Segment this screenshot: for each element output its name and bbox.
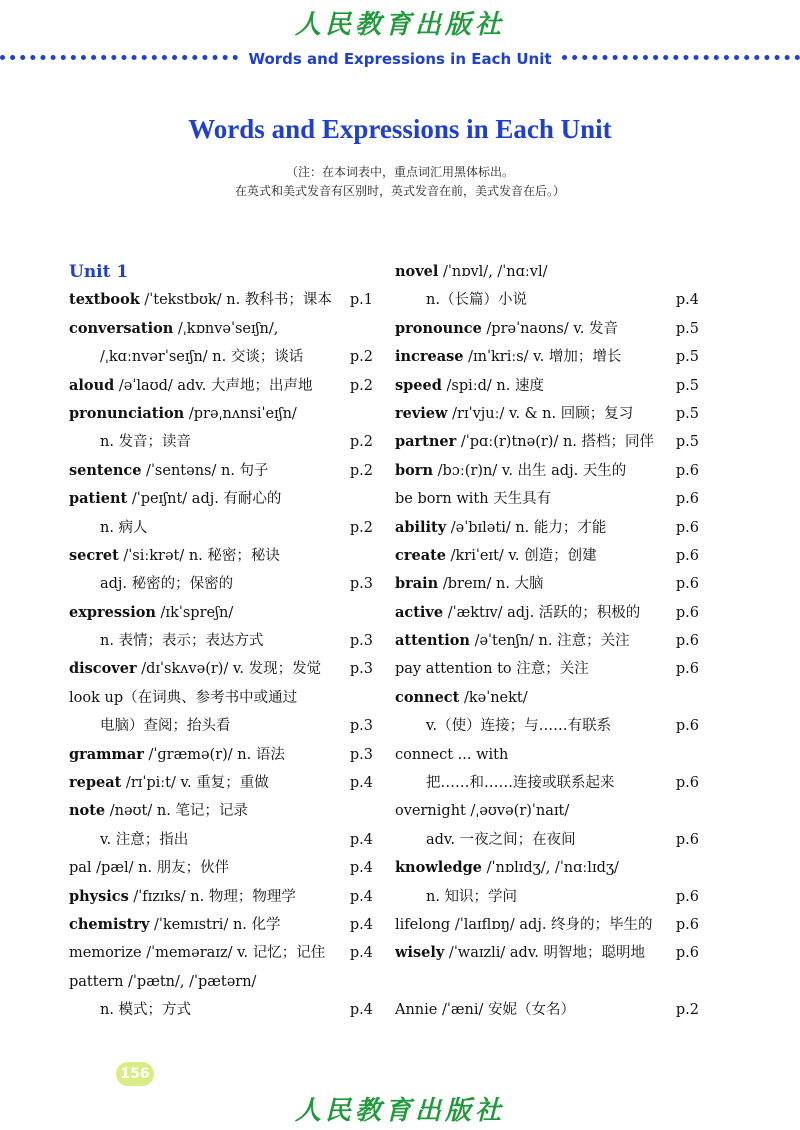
vocab-entry	[395, 315, 699, 343]
entry-page: p.3	[349, 576, 373, 593]
header-banner	[0, 46, 800, 72]
vocab-entry	[395, 514, 699, 542]
vocab-entry	[395, 485, 699, 513]
vocab-entry	[395, 939, 699, 967]
entry-definition: v. 注意；指出	[100, 831, 189, 848]
entry-definition: /ˈpɑː(r)tnə(r)/ n. 搭档；同伴	[456, 434, 654, 451]
entry-definition: memorize /ˈmeməraɪz/ v. 记忆；记住	[69, 945, 326, 962]
entry-definition: /nəʊt/ n. 笔记；记录	[105, 803, 248, 820]
unit-heading: Unit 1	[69, 262, 129, 282]
entry-page: p.6	[675, 831, 699, 848]
vocab-entry	[395, 457, 699, 485]
note-line-1: （注：在本词表中，重点词汇用黑体标出。	[285, 165, 514, 179]
entry-text	[69, 826, 347, 854]
entry-definition: be born with 天生具有	[395, 491, 552, 508]
entry-page: p.6	[675, 661, 699, 678]
entry-text	[69, 315, 347, 343]
vocab-entry	[69, 627, 373, 655]
entry-definition: /əˈtenʃn/ n. 注意；关注	[469, 633, 630, 650]
entry-text	[69, 883, 347, 911]
right-entry-list	[395, 258, 699, 1025]
vocab-entry	[395, 996, 699, 1024]
entry-headword: pronunciation	[69, 404, 185, 422]
entry-text	[395, 542, 673, 570]
entry-text	[69, 769, 347, 797]
entry-page: p.5	[675, 405, 699, 422]
vocab-entry	[69, 457, 373, 485]
vocab-entry	[69, 996, 373, 1024]
entry-headword: active	[395, 603, 444, 621]
entry-definition: 电脑）查阅；抬头看	[100, 718, 231, 735]
entry-text	[395, 655, 673, 683]
entry-definition: n. 知识；学问	[426, 888, 518, 905]
entry-page: p.2	[349, 462, 373, 479]
entry-headword: speed	[395, 376, 442, 394]
entry-headword: sentence	[69, 461, 142, 479]
entry-definition: /ˈæktɪv/ adj. 活跃的；积极的	[443, 604, 641, 621]
vocab-entry	[69, 655, 373, 683]
entry-headword: knowledge	[395, 859, 482, 877]
vocab-entry	[69, 400, 373, 428]
entry-page: p.6	[675, 888, 699, 905]
entry-page: p.4	[349, 888, 373, 905]
entry-definition: /ˈsentəns/ n. 句子	[141, 462, 269, 479]
note-line-2: 在英式和美式发音有区别时，英式发音在前，美式发音在后。）	[234, 184, 565, 198]
entry-definition: n. 发音；读音	[100, 434, 192, 451]
entry-text	[395, 315, 673, 343]
entry-definition: /ˌkɒnvəˈseɪʃn/,	[173, 320, 279, 337]
vocab-entry	[69, 911, 373, 939]
entry-definition: n. 病人	[100, 519, 148, 536]
entry-text	[69, 343, 347, 371]
entry-page: p.6	[675, 916, 699, 933]
entry-text	[395, 372, 673, 400]
entry-text	[69, 939, 347, 967]
entry-text	[395, 883, 673, 911]
entry-headword: review	[395, 404, 448, 422]
banner-dots-right	[562, 55, 800, 64]
vocab-entry	[69, 968, 373, 996]
entry-text	[69, 968, 347, 996]
vocab-entry	[395, 542, 699, 570]
entry-page: p.4	[349, 945, 373, 962]
entry-page: p.6	[675, 718, 699, 735]
vocab-entry	[69, 428, 373, 456]
vocab-entry	[69, 826, 373, 854]
entry-headword: expression	[69, 603, 156, 621]
entry-definition: /ˈtekstbʊk/ n. 教科书；课本	[139, 292, 332, 309]
entry-headword: born	[395, 461, 433, 479]
entry-definition: Annie /ˈæni/ 安妮（女名）	[395, 1002, 575, 1019]
entry-page: p.4	[349, 916, 373, 933]
entry-definition: /ˈnɒlɪdʒ/, /ˈnɑːlɪdʒ/	[481, 860, 619, 877]
entry-text	[395, 627, 673, 655]
entry-page: p.4	[349, 1002, 373, 1019]
vocab-entry	[395, 286, 699, 314]
vocab-entry	[395, 968, 699, 996]
vocab-entry	[69, 854, 373, 882]
entry-text	[395, 570, 673, 598]
vocab-entry	[395, 769, 699, 797]
entry-text	[69, 372, 347, 400]
entry-page: p.6	[675, 604, 699, 621]
entry-text	[395, 911, 673, 939]
page-number-badge: 156	[116, 1062, 154, 1086]
vocab-entry	[395, 428, 699, 456]
entry-page: p.6	[675, 462, 699, 479]
vocab-entry	[69, 684, 373, 712]
entry-headword: conversation	[69, 319, 174, 337]
entry-definition: overnight /ˌəʊvə(r)ˈnaɪt/	[395, 803, 570, 820]
entry-page: p.4	[675, 292, 699, 309]
banner-dots-left	[0, 55, 238, 64]
entry-definition: look up（在词典、参考书中或通过	[69, 689, 298, 706]
left-entry-list	[69, 286, 373, 1024]
entry-text	[69, 457, 347, 485]
entry-text	[69, 797, 347, 825]
entry-definition: adv. 一夜之间；在夜间	[426, 831, 576, 848]
entry-headword: physics	[69, 887, 129, 905]
entry-page: p.5	[675, 377, 699, 394]
vocab-entry	[69, 570, 373, 598]
entry-definition: connect ... with	[395, 746, 509, 763]
entry-page: p.6	[675, 945, 699, 962]
vocab-entry	[395, 570, 699, 598]
vocab-entry	[395, 684, 699, 712]
entry-text	[69, 542, 347, 570]
vocab-entry	[69, 797, 373, 825]
entry-text	[69, 400, 347, 428]
entry-definition: /ˈnɒvl/, /ˈnɑːvl/	[438, 264, 548, 280]
entry-definition: /breɪn/ n. 大脑	[438, 576, 544, 593]
vocab-entry	[69, 939, 373, 967]
entry-page: p.4	[349, 775, 373, 792]
entry-text	[395, 996, 673, 1024]
unit-heading-row	[69, 258, 373, 286]
entry-definition: 把……和……连接或联系起来	[426, 775, 615, 792]
entry-headword: partner	[395, 433, 457, 451]
entry-definition: /ˌkɑːnvərˈseɪʃn/ n. 交谈；谈话	[100, 349, 304, 366]
vocab-entry	[69, 514, 373, 542]
entry-definition: /spiːd/ n. 速度	[441, 377, 544, 394]
vocab-entry	[395, 883, 699, 911]
entry-headword: increase	[395, 348, 464, 366]
entry-headword: pronounce	[395, 319, 482, 337]
entry-definition: /prəˈnaʊns/ v. 发音	[481, 320, 619, 337]
entry-definition: /prəˌnʌnsiˈeɪʃn/	[184, 405, 297, 422]
entry-definition: v.（使）连接；与……有联系	[426, 718, 612, 735]
entry-definition: pal /pæl/ n. 朋友；伙伴	[69, 860, 230, 877]
entry-page: p.3	[349, 746, 373, 763]
entry-text	[69, 627, 347, 655]
entry-headword: note	[69, 802, 106, 820]
entry-page: p.6	[675, 576, 699, 593]
entry-definition: /kəˈnekt/	[459, 689, 528, 706]
vocab-entry	[395, 741, 699, 769]
entry-definition: pay attention to 注意；关注	[395, 661, 589, 678]
publisher-logo-top: 人民教育出版社	[294, 10, 505, 40]
vocab-entry	[395, 627, 699, 655]
page-title: Words and Expressions in Each Unit	[188, 114, 612, 144]
entry-definition: /əˈbɪləti/ n. 能力；才能	[446, 519, 607, 536]
vocab-entry	[69, 343, 373, 371]
vocab-entry	[395, 372, 699, 400]
vocab-entry	[395, 343, 699, 371]
entry-text	[69, 286, 347, 314]
entry-text	[69, 996, 347, 1024]
entry-headword: patient	[69, 490, 128, 508]
entry-headword: create	[395, 546, 447, 564]
entry-definition: n.（长篇）小说	[426, 292, 527, 309]
entry-definition: /rɪˈvjuː/ v. & n. 回顾；复习	[447, 405, 634, 422]
entry-page: p.6	[675, 491, 699, 508]
entry-page: p.5	[675, 320, 699, 337]
entry-definition: /ˈsiːkrət/ n. 秘密；秘诀	[118, 547, 280, 564]
entry-page: p.2	[349, 349, 373, 366]
entry-page: p.3	[349, 633, 373, 650]
vocab-entry	[69, 599, 373, 627]
entry-text	[69, 514, 347, 542]
entry-text	[395, 485, 673, 513]
left-column	[69, 258, 373, 1025]
entry-definition: /əˈlaʊd/ adv. 大声地；出声地	[114, 377, 313, 394]
entry-definition: /ˈwaɪzli/ adv. 明智地；聪明地	[444, 945, 646, 962]
entry-text	[395, 939, 673, 967]
entry-text	[69, 911, 347, 939]
entry-text	[69, 684, 347, 712]
entry-text	[395, 769, 673, 797]
entry-page: p.3	[349, 718, 373, 735]
vocab-entry	[69, 741, 373, 769]
vocab-entry	[69, 542, 373, 570]
entry-page: p.2	[349, 434, 373, 451]
entry-definition: /kriˈeɪt/ v. 创造；创建	[446, 547, 597, 564]
vocab-entry	[395, 826, 699, 854]
entry-page: p.4	[349, 831, 373, 848]
entry-page: p.2	[675, 1002, 699, 1019]
entry-page: p.4	[349, 860, 373, 877]
entry-text	[69, 570, 347, 598]
vocab-entry	[395, 797, 699, 825]
entry-text	[395, 797, 673, 825]
entry-text	[395, 258, 673, 286]
entry-page: p.1	[349, 292, 373, 309]
vocab-entry	[69, 372, 373, 400]
entry-text	[69, 428, 347, 456]
entry-definition: /rɪˈpiːt/ v. 重复；重做	[121, 775, 269, 792]
entry-headword: aloud	[69, 376, 115, 394]
entry-definition: lifelong /ˈlaɪflɒŋ/ adj. 终身的；毕生的	[395, 916, 653, 933]
right-column	[395, 258, 699, 1025]
entry-text	[395, 286, 673, 314]
entry-definition: n. 模式；方式	[100, 1002, 192, 1019]
vocab-entry	[395, 911, 699, 939]
entry-definition: adj. 秘密的；保密的	[100, 576, 234, 593]
entry-headword: discover	[69, 660, 137, 678]
entry-definition: /ˈpeɪʃnt/ adj. 有耐心的	[127, 491, 282, 508]
vocab-entry	[395, 854, 699, 882]
entry-definition: /bɔː(r)n/ v. 出生 adj. 天生的	[433, 462, 627, 479]
entry-definition: /ˈfɪzɪks/ n. 物理；物理学	[128, 888, 296, 905]
entry-text	[69, 854, 347, 882]
entry-definition: n. 表情；表示；表达方式	[100, 633, 264, 650]
publisher-logo-bottom: 人民教育出版社	[294, 1096, 505, 1126]
entry-page: p.3	[349, 661, 373, 678]
vocab-entry	[69, 883, 373, 911]
entry-page: p.6	[675, 775, 699, 792]
entry-headword: textbook	[69, 291, 140, 309]
entry-definition: pattern /ˈpætn/, /ˈpætərn/	[69, 973, 257, 990]
vocab-entry	[69, 712, 373, 740]
entry-headword: secret	[69, 546, 119, 564]
entry-definition: /ˈɡræmə(r)/ n. 语法	[143, 746, 285, 763]
vocab-entry	[69, 485, 373, 513]
entry-headword: grammar	[69, 745, 144, 763]
entry-page: p.5	[675, 349, 699, 366]
entry-text	[395, 712, 673, 740]
entry-headword: attention	[395, 632, 470, 650]
entry-headword: wisely	[395, 944, 445, 962]
entry-headword: chemistry	[69, 915, 150, 933]
entry-text	[69, 712, 347, 740]
entry-page: p.2	[349, 377, 373, 394]
entry-text	[395, 826, 673, 854]
entry-text	[395, 854, 673, 882]
entry-page: p.2	[349, 519, 373, 536]
entry-text	[69, 599, 347, 627]
entry-text	[395, 684, 673, 712]
entry-page: p.5	[675, 434, 699, 451]
entry-text	[395, 343, 673, 371]
entry-headword: novel	[395, 263, 439, 280]
entry-headword: ability	[395, 518, 447, 536]
entry-text	[69, 485, 347, 513]
entry-text	[395, 400, 673, 428]
entry-definition: /dɪˈskʌvə(r)/ v. 发现；发觉	[136, 661, 322, 678]
entry-headword: repeat	[69, 774, 122, 792]
entry-headword: brain	[395, 575, 439, 593]
entry-headword: connect	[395, 688, 460, 706]
vocab-entry	[395, 655, 699, 683]
entry-text	[395, 599, 673, 627]
banner-title: Words and Expressions in Each Unit	[248, 50, 552, 68]
entry-page: p.6	[675, 519, 699, 536]
entry-text	[395, 428, 673, 456]
vocab-entry	[69, 286, 373, 314]
entry-definition: /ɪkˈspreʃn/	[155, 604, 234, 621]
vocab-entry	[395, 400, 699, 428]
entry-text	[69, 655, 347, 683]
entry-page: p.6	[675, 633, 699, 650]
entry-text	[395, 741, 673, 769]
vocab-entry	[69, 769, 373, 797]
vocab-entry	[395, 599, 699, 627]
entry-text	[69, 741, 347, 769]
entry-text	[395, 514, 673, 542]
entry-definition: /ˈkemɪstri/ n. 化学	[149, 916, 281, 933]
entry-definition: /ɪnˈkriːs/ v. 增加；增长	[463, 349, 622, 366]
vocab-entry	[395, 258, 699, 286]
vocab-entry	[69, 315, 373, 343]
entry-page: p.6	[675, 547, 699, 564]
vocab-entry	[395, 712, 699, 740]
entry-text	[395, 457, 673, 485]
